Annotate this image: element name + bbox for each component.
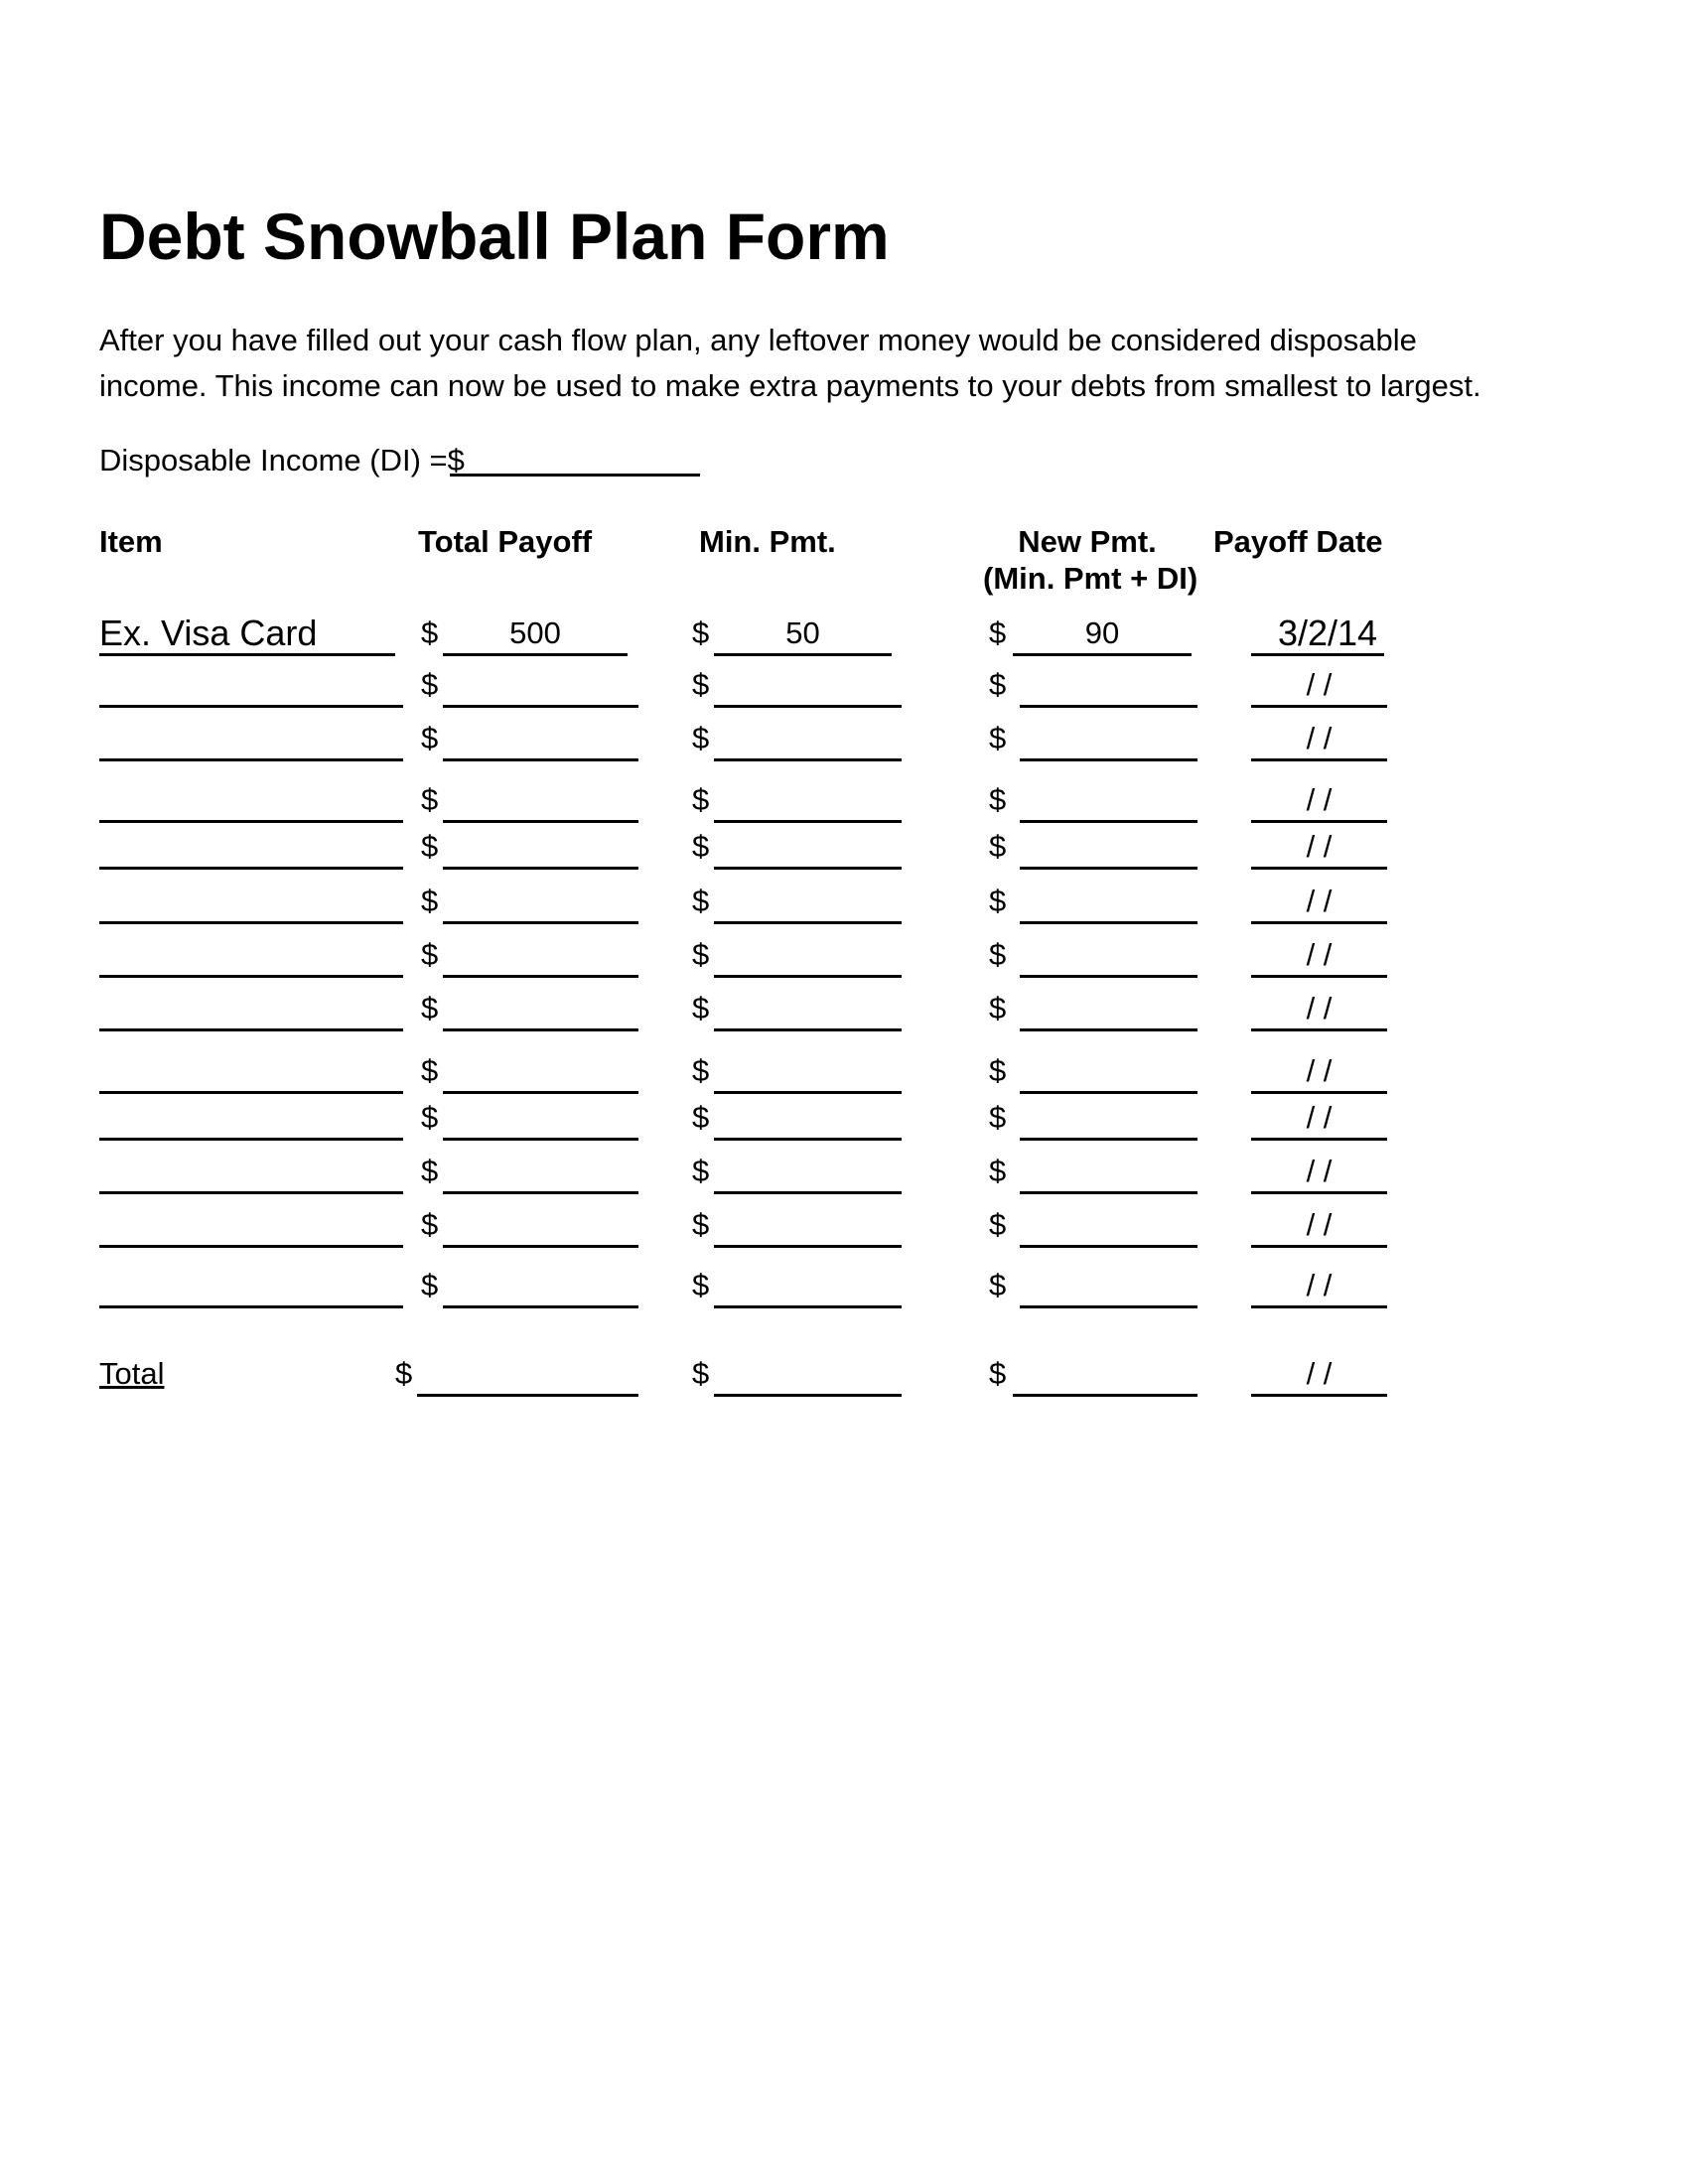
total-payoff-field[interactable] [443, 1138, 638, 1141]
total-payoff-field[interactable] [443, 1191, 638, 1194]
payoff-date-field[interactable] [1251, 758, 1387, 761]
total-payoff-field[interactable] [443, 758, 638, 761]
total-payoff-field[interactable] [443, 653, 628, 656]
payoff-date-field[interactable] [1251, 1091, 1387, 1094]
new-pmt-currency: $ [989, 1207, 1007, 1242]
payoff-date-placeholder: / / [1306, 937, 1333, 972]
total-payoff-currency: $ [421, 782, 439, 817]
new-pmt-field[interactable] [1020, 1091, 1197, 1094]
disposable-income-label: Disposable Income (DI) =$ [99, 443, 465, 478]
item-field[interactable] [99, 1305, 403, 1308]
example-row [0, 615, 1688, 655]
new-pmt-field[interactable] [1020, 758, 1197, 761]
payoff-date-placeholder: / / [1306, 782, 1333, 817]
min-pmt-field[interactable] [714, 1305, 902, 1308]
new-pmt-currency: $ [989, 721, 1007, 755]
total-payoff-currency: $ [421, 1207, 439, 1242]
total-payoff-currency: $ [421, 1100, 439, 1135]
table-row [0, 1053, 1688, 1093]
new-pmt-field[interactable] [1020, 705, 1197, 708]
total-payoff-field[interactable] [443, 1245, 638, 1248]
intro-text-line-1: After you have filled out your cash flow plan, any leftover money would be considered disposable [99, 323, 1417, 357]
min-pmt-field[interactable] [714, 1245, 902, 1248]
header-new-pmt: New Pmt. [1018, 524, 1157, 559]
new-pmt-currency: $ [989, 991, 1007, 1025]
min-pmt-currency: $ [692, 615, 710, 650]
new-pmt-currency: $ [989, 1154, 1007, 1188]
header-payoff-date: Payoff Date [1213, 524, 1383, 559]
example-item: Ex. Visa Card [99, 613, 318, 653]
table-row [0, 1100, 1688, 1140]
payoff-date-placeholder: / / [1306, 991, 1333, 1025]
new-pmt-currency: $ [989, 782, 1007, 817]
item-field[interactable] [99, 867, 403, 870]
table-row [0, 829, 1688, 869]
new-pmt-field[interactable] [1020, 921, 1197, 924]
table-row [0, 667, 1688, 707]
total-payoff-currency: $ [421, 1154, 439, 1188]
new-pmt-field[interactable] [1020, 975, 1197, 978]
min-pmt-currency: $ [692, 667, 710, 702]
min-pmt-field[interactable] [714, 820, 902, 823]
new-pmt-currency: $ [989, 1356, 1007, 1391]
payoff-date-field[interactable] [1251, 1191, 1387, 1194]
payoff-date-field[interactable] [1251, 975, 1387, 978]
min-pmt-field[interactable] [714, 921, 902, 924]
min-pmt-field[interactable] [714, 1091, 902, 1094]
header-new-pmt-formula: (Min. Pmt + DI) [983, 561, 1198, 596]
total-payoff-field[interactable] [443, 705, 638, 708]
header-total-payoff: Total Payoff [418, 524, 593, 559]
total-payoff-field[interactable] [443, 921, 638, 924]
header-item: Item [99, 524, 163, 559]
payoff-date-field[interactable] [1251, 1028, 1387, 1031]
disposable-income-field[interactable] [450, 474, 700, 477]
total-payoff-field[interactable] [417, 1394, 638, 1397]
header-min-pmt: Min. Pmt. [699, 524, 836, 559]
example-total-payoff: 500 [509, 615, 561, 650]
total-payoff-currency: $ [421, 1053, 439, 1088]
item-field[interactable] [99, 820, 403, 823]
min-pmt-currency: $ [692, 829, 710, 864]
new-pmt-field[interactable] [1013, 1394, 1197, 1397]
min-pmt-currency: $ [692, 884, 710, 918]
example-new-pmt: 90 [1084, 615, 1120, 650]
min-pmt-currency: $ [692, 991, 710, 1025]
min-pmt-currency: $ [692, 1356, 710, 1391]
item-field[interactable] [99, 758, 403, 761]
table-row [0, 721, 1688, 760]
total-payoff-field[interactable] [443, 975, 638, 978]
total-label: Total [99, 1356, 165, 1391]
table-row [0, 937, 1688, 977]
min-pmt-currency: $ [692, 721, 710, 755]
min-pmt-currency: $ [692, 1053, 710, 1088]
example-item-underline [99, 653, 395, 656]
new-pmt-currency: $ [989, 615, 1007, 650]
new-pmt-field[interactable] [1013, 653, 1192, 656]
payoff-date-field[interactable] [1251, 1394, 1387, 1397]
new-pmt-currency: $ [989, 1100, 1007, 1135]
intro-text-line-2: income. This income can now be used to make extra payments to your debts from smallest to largest. [99, 368, 1481, 403]
min-pmt-field[interactable] [714, 867, 902, 870]
payoff-date-field[interactable] [1251, 1138, 1387, 1141]
item-field[interactable] [99, 1091, 403, 1094]
payoff-date-placeholder: / / [1306, 829, 1333, 864]
total-row [0, 1356, 1688, 1396]
page-title: Debt Snowball Plan Form [99, 200, 890, 273]
table-row [0, 991, 1688, 1030]
total-payoff-currency: $ [421, 884, 439, 918]
min-pmt-field[interactable] [714, 758, 902, 761]
new-pmt-currency: $ [989, 884, 1007, 918]
payoff-date-field[interactable] [1251, 705, 1387, 708]
min-pmt-field[interactable] [714, 653, 892, 656]
total-payoff-currency: $ [421, 615, 439, 650]
payoff-date-placeholder: / / [1306, 667, 1333, 702]
min-pmt-field[interactable] [714, 705, 902, 708]
payoff-date-field[interactable] [1251, 867, 1387, 870]
new-pmt-currency: $ [989, 667, 1007, 702]
min-pmt-currency: $ [692, 782, 710, 817]
payoff-date-placeholder: / / [1306, 1053, 1333, 1088]
item-field[interactable] [99, 1245, 403, 1248]
payoff-date-placeholder: / / [1306, 1268, 1333, 1302]
total-payoff-field[interactable] [443, 867, 638, 870]
min-pmt-currency: $ [692, 1207, 710, 1242]
min-pmt-field[interactable] [714, 1138, 902, 1141]
table-row [0, 884, 1688, 923]
min-pmt-field[interactable] [714, 1191, 902, 1194]
total-payoff-currency: $ [395, 1356, 413, 1391]
new-pmt-field[interactable] [1020, 1191, 1197, 1194]
payoff-date-field[interactable] [1251, 1245, 1387, 1248]
total-payoff-currency: $ [421, 829, 439, 864]
payoff-date-field[interactable] [1251, 820, 1387, 823]
payoff-date-placeholder: / / [1306, 1100, 1333, 1135]
new-pmt-field[interactable] [1020, 1138, 1197, 1141]
min-pmt-field[interactable] [714, 975, 902, 978]
min-pmt-field[interactable] [714, 1394, 902, 1397]
item-field[interactable] [99, 1138, 403, 1141]
total-payoff-field[interactable] [443, 1028, 638, 1031]
new-pmt-currency: $ [989, 937, 1007, 972]
item-field[interactable] [99, 975, 403, 978]
payoff-date-placeholder: / / [1306, 1154, 1333, 1188]
new-pmt-field[interactable] [1020, 867, 1197, 870]
total-payoff-currency: $ [421, 721, 439, 755]
payoff-date-placeholder: / / [1306, 884, 1333, 918]
table-row [0, 1268, 1688, 1307]
total-payoff-currency: $ [421, 1268, 439, 1302]
table-row [0, 1207, 1688, 1247]
new-pmt-currency: $ [989, 1268, 1007, 1302]
new-pmt-field[interactable] [1020, 820, 1197, 823]
new-pmt-field[interactable] [1020, 1028, 1197, 1031]
item-field[interactable] [99, 921, 403, 924]
example-min-pmt: 50 [785, 615, 820, 650]
total-payoff-field[interactable] [443, 1305, 638, 1308]
min-pmt-currency: $ [692, 1100, 710, 1135]
total-payoff-currency: $ [421, 667, 439, 702]
min-pmt-currency: $ [692, 1154, 710, 1188]
item-field[interactable] [99, 1191, 403, 1194]
min-pmt-currency: $ [692, 937, 710, 972]
payoff-date-placeholder: / / [1306, 721, 1333, 755]
item-field[interactable] [99, 705, 403, 708]
payoff-date-field[interactable] [1251, 1305, 1387, 1308]
new-pmt-currency: $ [989, 829, 1007, 864]
min-pmt-field[interactable] [714, 1028, 902, 1031]
item-field[interactable] [99, 1028, 403, 1031]
total-payoff-currency: $ [421, 937, 439, 972]
total-payoff-field[interactable] [443, 1091, 638, 1094]
payoff-date-field[interactable] [1251, 653, 1384, 656]
payoff-date-placeholder: / / [1306, 1356, 1333, 1391]
total-payoff-field[interactable] [443, 820, 638, 823]
new-pmt-currency: $ [989, 1053, 1007, 1088]
table-row [0, 782, 1688, 822]
min-pmt-currency: $ [692, 1268, 710, 1302]
table-row [0, 1154, 1688, 1193]
total-payoff-currency: $ [421, 991, 439, 1025]
example-payoff-date: 3/2/14 [1277, 613, 1378, 653]
payoff-date-placeholder: / / [1306, 1207, 1333, 1242]
new-pmt-field[interactable] [1020, 1305, 1197, 1308]
new-pmt-field[interactable] [1020, 1245, 1197, 1248]
payoff-date-field[interactable] [1251, 921, 1387, 924]
